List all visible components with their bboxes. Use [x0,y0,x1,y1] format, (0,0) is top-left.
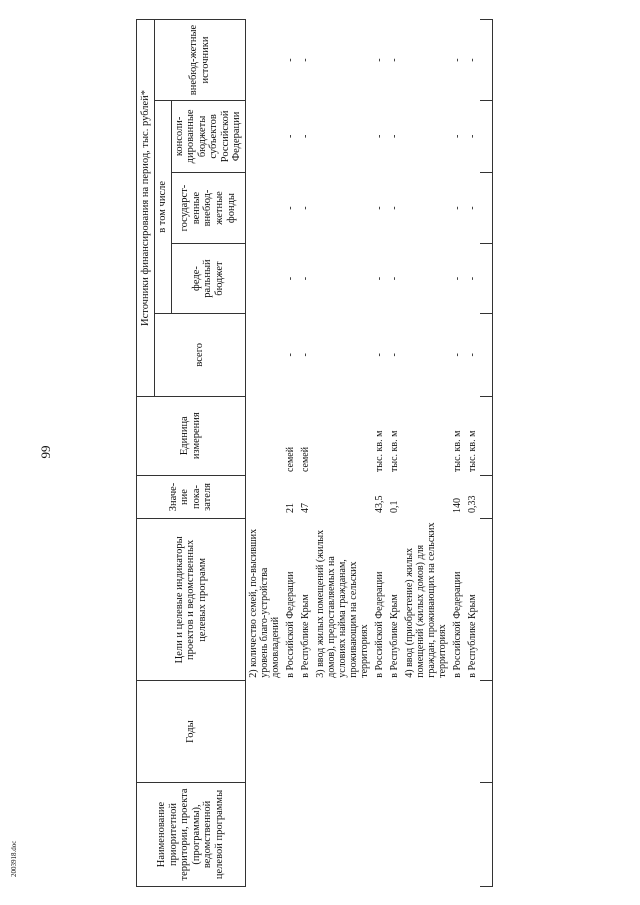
cell-value: 0,33 [466,495,478,513]
cell-finance [402,101,450,173]
table-row [298,20,313,887]
cell-empty [480,244,493,313]
cell-finance [313,172,372,244]
table-row [372,20,387,887]
cell-empty [480,313,493,396]
cell-years [283,681,298,783]
page-number: 99 [38,445,53,459]
cell-unit: тыс. кв. м [466,430,478,473]
cell-finance [402,172,450,244]
cell-empty [480,172,493,244]
cell-territory [245,782,283,886]
cell-finance: - [284,276,296,281]
cell-finance: - [466,206,478,210]
cell-years [387,681,402,783]
cell-territory [387,782,402,886]
cell-finance: - [451,134,463,139]
cell-years [313,681,372,783]
cell-goal: в Республике Крым [299,594,311,678]
table-body [245,20,492,887]
cell-finance [245,20,283,101]
table-row [465,20,480,887]
cell-goal: в Российской Федерации [284,571,296,678]
cell-value: 43,5 [373,495,385,513]
cell-value: 47 [299,502,311,513]
cell-finance [245,101,283,173]
table-row-end [480,20,493,887]
cell-finance: - [388,353,400,357]
table-row [283,20,298,887]
cell-finance [402,244,450,313]
cell-years [245,681,283,783]
cell-finance [402,20,450,101]
cell-goal: в Российской Федерации [451,571,463,678]
table-row [245,20,283,887]
cell-finance: - [373,276,385,281]
header-territory: Наименование приоритетной территории, проекта (программы), ведомственной целевой программы [137,782,246,886]
cell-goal: в Республике Крым [388,594,400,678]
cell-finance [402,313,450,396]
cell-empty [480,681,493,783]
cell-finance: - [388,276,400,281]
header-goals: Цели и целевые индикаторы проектов и ведомственных целевых программ [137,519,246,681]
cell-goal: 3) ввод жилых помещений (жилых домов), предоставляемых на условиях найма гражданам, проживающим на сельских территориях [314,529,370,678]
cell-years [465,681,480,783]
cell-finance: - [373,58,385,62]
cell-finance [313,244,372,313]
cell-finance: - [451,206,463,210]
cell-empty [480,396,493,475]
cell-territory [283,782,298,886]
header-incl: в том числе [155,101,172,314]
cell-territory [313,782,372,886]
header-sources: Источники финансирования на период, тыс. рублей* [137,20,155,397]
cell-empty [480,20,493,101]
header-value: Значе-ние пока-зателя [137,475,246,519]
cell-unit: семей [284,446,296,473]
cell-finance: - [284,134,296,139]
cell-finance: - [284,353,296,357]
header-years: Годы [137,681,246,783]
cell-unit: тыс. кв. м [373,430,385,473]
cell-finance: - [299,353,311,357]
cell-finance: - [299,134,311,139]
cell-finance: - [373,206,385,210]
cell-empty [480,519,493,681]
cell-goal: в Республике Крым [466,594,478,678]
cell-finance [313,20,372,101]
table-row [387,20,402,887]
cell-finance: - [451,353,463,357]
cell-finance: - [388,134,400,139]
cell-years [298,681,313,783]
financing-table [136,19,493,887]
cell-finance: - [451,276,463,281]
cell-years [402,681,450,783]
cell-territory [450,782,465,886]
cell-finance [245,244,283,313]
cell-finance: - [373,353,385,357]
cell-finance [245,172,283,244]
header-federal: феде-ральный бюджет [171,244,245,313]
cell-unit: тыс. кв. м [451,430,463,473]
cell-territory [298,782,313,886]
header-total: всего [155,313,246,396]
cell-finance: - [284,206,296,210]
cell-finance [313,101,372,173]
cell-empty [480,101,493,173]
cell-value [402,475,450,519]
cell-finance [313,313,372,396]
cell-finance: - [388,58,400,62]
cell-finance: - [466,353,478,357]
cell-goal: в Российской Федерации [373,571,385,678]
table-row [450,20,465,887]
table-row [313,20,372,887]
cell-finance: - [451,58,463,62]
header-state-funds: государст-венные внебюд-жетные фонды [171,172,245,244]
cell-territory [465,782,480,886]
cell-finance: - [299,58,311,62]
cell-years [372,681,387,783]
cell-finance: - [466,276,478,281]
cell-unit: семей [299,446,311,473]
cell-goal: 2) количество семей, по-высивших уровень благо-устройства домовладений [247,528,281,678]
cell-unit [313,396,372,475]
cell-goal: 4) ввод (приобретение) жилых помещений (жилых домов) для граждан, проживающих на сельских территориях [403,522,448,678]
cell-finance: - [373,134,385,139]
rotated-table-container [136,19,504,887]
table-row [402,20,450,887]
cell-value [313,475,372,519]
header-consolidated: консоли-дированные бюджеты субъектов Российской Федерации [171,101,245,173]
cell-years [450,681,465,783]
cell-finance: - [388,206,400,210]
cell-unit [245,396,283,475]
cell-finance: - [299,276,311,281]
cell-value: 0,1 [388,500,400,513]
cell-territory [372,782,387,886]
cell-value: 140 [451,497,463,513]
cell-finance: - [466,58,478,62]
cell-unit [402,396,450,475]
cell-territory [402,782,450,886]
cell-finance: - [284,58,296,62]
cell-empty [480,475,493,519]
header-unit: Единица измерения [137,396,246,475]
cell-empty [480,782,493,886]
cell-finance: - [299,206,311,210]
footer-doc-code: 2003918.doc [10,840,18,877]
cell-unit: тыс. кв. м [388,430,400,473]
cell-value: 21 [284,502,296,513]
cell-value [245,475,283,519]
cell-finance [245,313,283,396]
cell-finance: - [466,134,478,139]
header-offbudget: внебюд-жетные источники [155,20,246,101]
